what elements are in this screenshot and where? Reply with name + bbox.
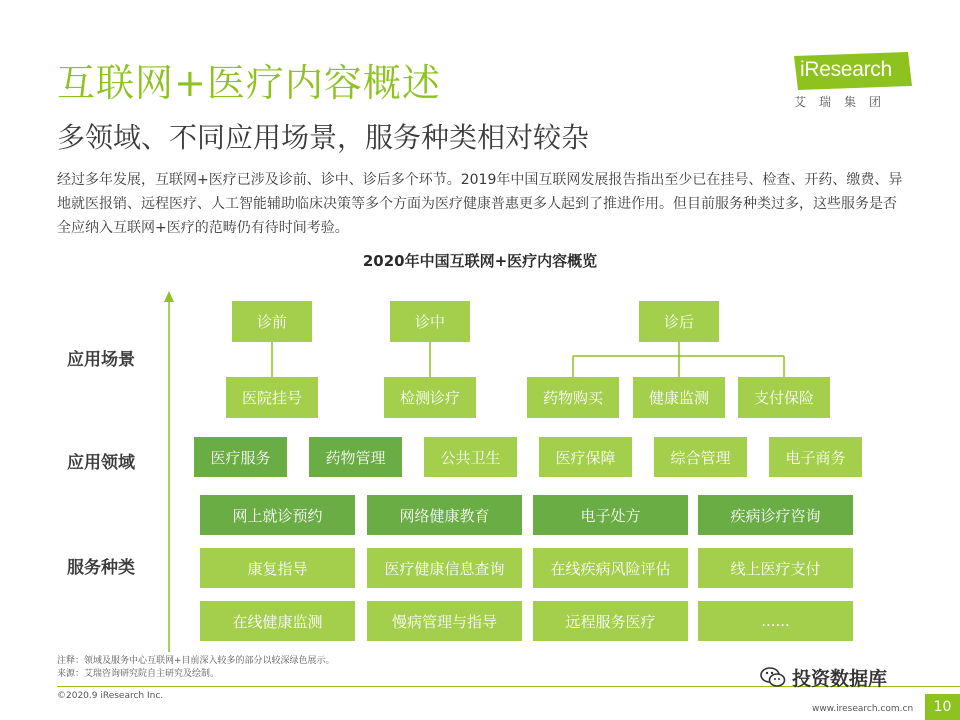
- stage-box: 诊后: [639, 301, 719, 342]
- service-box: 康复指导: [200, 548, 355, 588]
- service-box: 在线健康监测: [200, 601, 355, 641]
- service-box: 远程服务医疗: [533, 601, 688, 641]
- scenario-box: 健康监测: [633, 377, 725, 418]
- row-label-service: 服务种类: [67, 558, 135, 578]
- service-box: 慢病管理与指导: [367, 601, 522, 641]
- intro-paragraph: 经过多年发展，互联网+医疗已涉及诊前、诊中、诊后多个环节。2019年中国互联网发展报告指出至少已在挂号、检查、开药、缴费、异地就医报销、远程医疗、人工智能辅助临床决策等多个方面为医疗健康普惠更多人起到了推进作用。但目前服务种类过多，这些服务是否全应纳入互联网+医疗的范畴仍有待时间考验。: [57, 172, 903, 236]
- watermark-text: 投资数据库: [792, 668, 888, 690]
- row-label-domain: 应用领域: [67, 453, 135, 473]
- diagram-title: 2020年中国互联网+医疗内容概览: [362, 252, 598, 270]
- page-number: 10: [925, 694, 960, 720]
- footer-notes: [57, 655, 335, 681]
- copyright: ©2020.9 iResearch Inc.: [57, 691, 164, 701]
- logo-subtext: 艾瑞集团: [794, 95, 895, 109]
- wechat-icon: [760, 666, 786, 693]
- domain-box: 综合管理: [654, 437, 747, 477]
- service-box: 在线疾病风险评估: [533, 548, 688, 588]
- service-box: ......: [698, 601, 853, 641]
- service-box: 疾病诊疗咨询: [698, 495, 853, 535]
- row-label-scenario: 应用场景: [67, 350, 135, 370]
- domain-box: 医疗服务: [194, 437, 287, 477]
- logo-text: iResearch: [800, 58, 892, 81]
- stage-box: 诊中: [390, 301, 470, 342]
- footnote: 注释：领域及服务中心互联网+目前深入较多的部分以较深绿色展示。: [57, 656, 335, 666]
- service-box: 网络健康教育: [367, 495, 522, 535]
- watermark: [760, 664, 887, 693]
- scenario-box: 药物购买: [527, 377, 619, 418]
- website-url: www.iresearch.com.cn: [812, 704, 914, 714]
- service-box: 医疗健康信息查询: [367, 548, 522, 588]
- domain-box: 药物管理: [309, 437, 402, 477]
- service-box: 电子处方: [533, 495, 688, 535]
- scenario-box: 支付保险: [738, 377, 830, 418]
- domain-box: 医疗保障: [539, 437, 632, 477]
- domain-box: 电子商务: [769, 437, 862, 477]
- scenario-box: 医院挂号: [226, 377, 318, 418]
- source-note: 来源：艾瑞咨询研究院自主研究及绘制。: [57, 669, 220, 679]
- page-subtitle: 多领域、不同应用场景，服务种类相对较杂: [57, 121, 590, 154]
- stage-box: 诊前: [232, 301, 312, 342]
- scenario-box: 检测诊疗: [384, 377, 476, 418]
- service-box: 网上就诊预约: [200, 495, 355, 535]
- page-title: 互联网+医疗内容概述: [57, 61, 441, 105]
- domain-box: 公共卫生: [424, 437, 517, 477]
- service-box: 线上医疗支付: [698, 548, 853, 588]
